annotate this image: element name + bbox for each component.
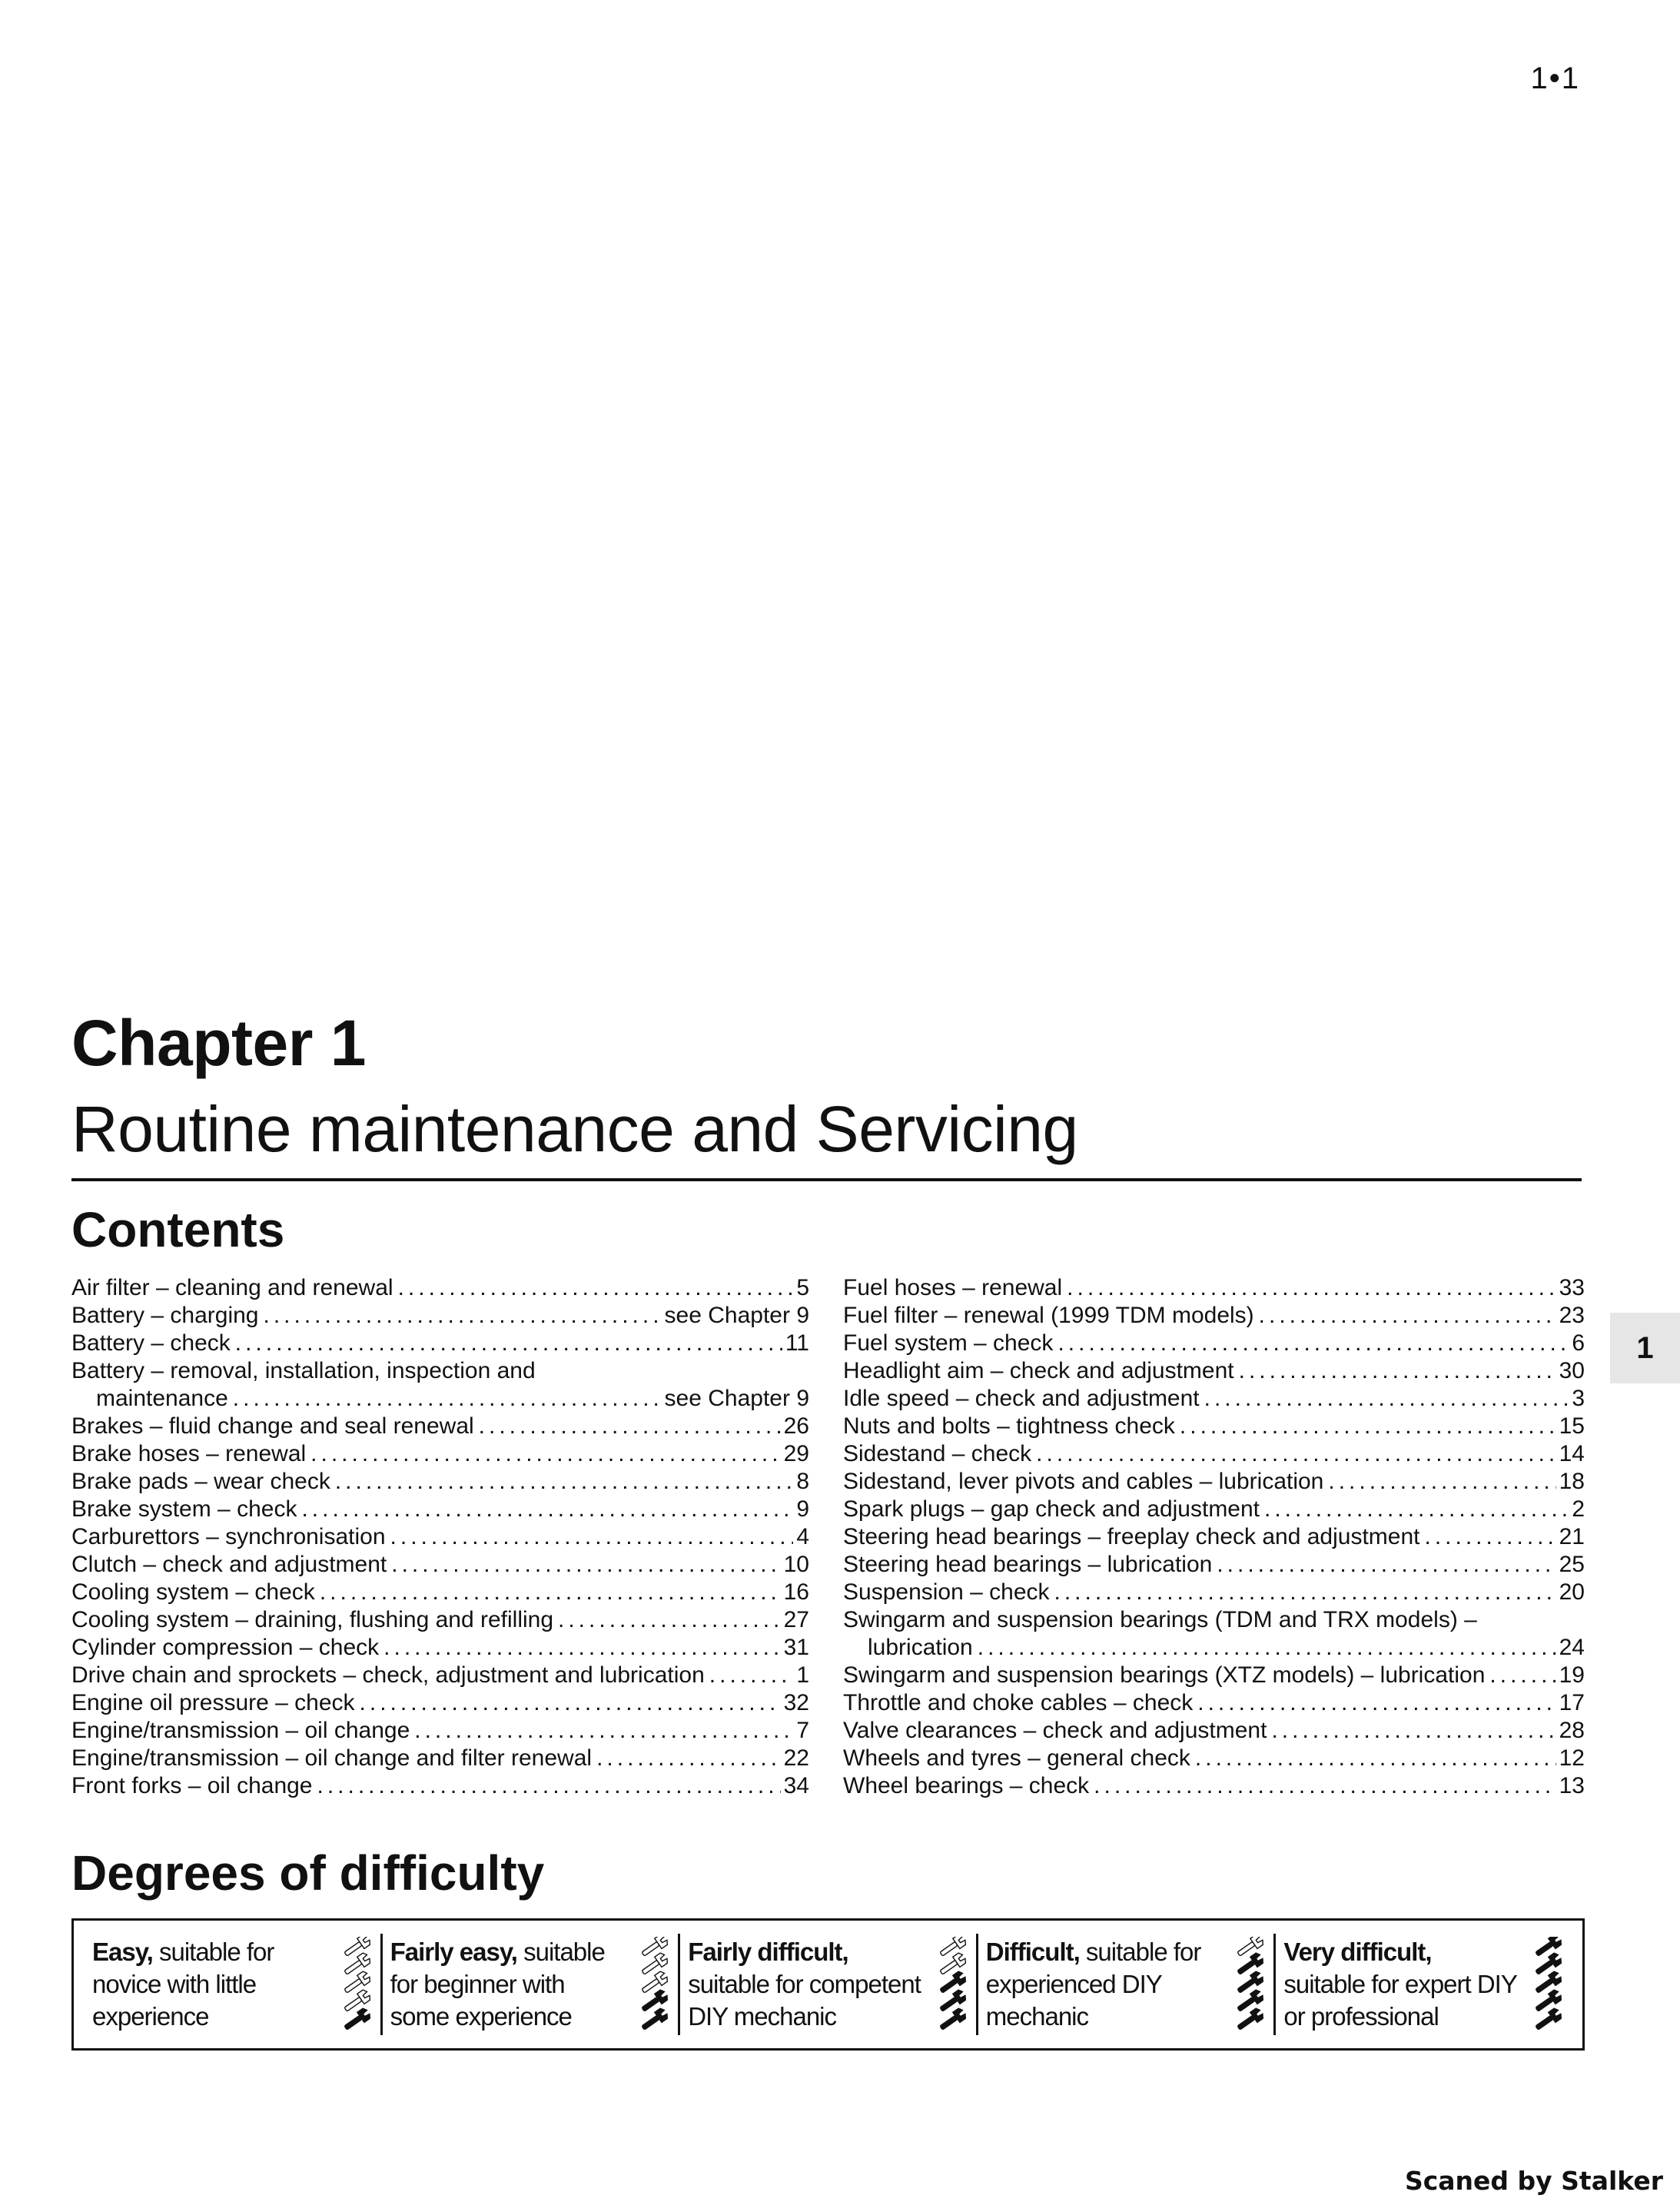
toc-entry-title: Engine/transmission – oil change	[71, 1718, 410, 1743]
toc-entry-page: 6	[1572, 1330, 1585, 1356]
toc-entry-title: Battery – charging	[71, 1303, 259, 1328]
toc-entry-title: Wheels and tyres – general check	[843, 1745, 1190, 1771]
difficulty-level-name: Easy,	[92, 1938, 153, 1966]
toc-leader-dots	[978, 1634, 1556, 1662]
difficulty-description	[1283, 1936, 1529, 2033]
toc-entry	[843, 1745, 1585, 1772]
toc-entry-title: Carburettors – synchronisation	[71, 1524, 386, 1549]
toc-entry-page: 19	[1559, 1662, 1585, 1688]
spanner-rating-icon	[1230, 1937, 1266, 2032]
toc-entry-title: Steering head bearings – freeplay check and adjustment	[843, 1524, 1420, 1549]
toc-leader-dots	[1067, 1274, 1555, 1302]
toc-entry	[71, 1468, 809, 1496]
spanner-rating-icon	[933, 1937, 968, 2032]
toc-entry-title: Idle speed – check and adjustment	[843, 1386, 1200, 1411]
toc-entry-title: Fuel system – check	[843, 1330, 1054, 1356]
toc-entry-page: see Chapter 9	[664, 1386, 809, 1411]
toc-entry	[71, 1302, 809, 1330]
toc-leader-dots	[1264, 1496, 1569, 1523]
toc-entry	[71, 1634, 809, 1662]
toc-entry	[71, 1413, 809, 1440]
toc-leader-dots	[1271, 1717, 1555, 1745]
difficulty-level	[678, 1934, 976, 2035]
difficulty-line: suitable for	[152, 1938, 274, 1966]
toc-entry	[71, 1772, 809, 1800]
difficulty-line: suitable	[516, 1938, 605, 1966]
toc-entry-title: Swingarm and suspension bearings (XTZ models) – lubrication	[843, 1662, 1486, 1688]
toc-entry	[71, 1662, 809, 1689]
toc-leader-dots	[390, 1523, 794, 1551]
toc-left-column	[71, 1274, 809, 1800]
difficulty-line: some experience	[390, 2002, 572, 2031]
toc-leader-dots	[1239, 1357, 1556, 1385]
toc-leader-dots	[335, 1468, 793, 1496]
toc-leader-dots	[398, 1274, 794, 1302]
toc-entry-page: 32	[783, 1690, 809, 1715]
toc-entry-page: 12	[1559, 1745, 1585, 1771]
toc-leader-dots	[263, 1302, 661, 1330]
toc-leader-dots	[235, 1330, 782, 1357]
difficulty-legend	[71, 1918, 1585, 2051]
toc-entry-title: Front forks – oil change	[71, 1773, 313, 1798]
difficulty-level-name: Fairly easy,	[390, 1938, 517, 1966]
toc-entry	[71, 1523, 809, 1551]
toc-leader-dots	[1054, 1579, 1556, 1606]
toc-entry-page: 21	[1559, 1524, 1585, 1549]
difficulty-line: novice with little	[92, 1970, 257, 1998]
toc-entry-title: Sidestand, lever pivots and cables – lubrication	[843, 1469, 1324, 1494]
toc-entry-title: Brake hoses – renewal	[71, 1441, 307, 1466]
toc-entry	[843, 1440, 1585, 1468]
difficulty-line: suitable for	[1079, 1938, 1201, 1966]
difficulty-line: suitable for competent	[688, 1970, 921, 1998]
toc-entry	[71, 1274, 809, 1302]
difficulty-line: for beginner with	[390, 1970, 565, 1998]
toc-entry-title: Headlight aim – check and adjustment	[843, 1358, 1234, 1383]
toc-entry-page: 15	[1559, 1413, 1585, 1439]
toc-entry	[843, 1385, 1585, 1413]
toc-entry-page: 33	[1559, 1275, 1585, 1300]
toc-leader-dots	[1036, 1440, 1555, 1468]
spanner-rating-icon	[635, 1937, 670, 2032]
toc-leader-dots	[1057, 1330, 1569, 1357]
toc-leader-dots	[558, 1606, 781, 1634]
difficulty-level	[1273, 1934, 1572, 2035]
toc-entry-page: 7	[796, 1718, 809, 1743]
toc-entry-page: 5	[796, 1275, 809, 1300]
toc-leader-dots	[360, 1689, 781, 1717]
toc-entry-title: Wheel bearings – check	[843, 1773, 1090, 1798]
chapter-label: Chapter 1	[71, 1007, 366, 1079]
toc-entry	[843, 1634, 1585, 1662]
toc-entry-title: Nuts and bolts – tightness check	[843, 1413, 1175, 1439]
toc-leader-dots	[233, 1385, 662, 1413]
difficulty-level-name: Difficult,	[985, 1938, 1080, 1966]
toc-entry-page: 14	[1559, 1441, 1585, 1466]
toc-entry	[71, 1745, 809, 1772]
toc-entry-page: 4	[796, 1524, 809, 1549]
spanner-rating-icon	[337, 1937, 373, 2032]
toc-entry-title: Engine/transmission – oil change and filter renewal	[71, 1745, 593, 1771]
difficulty-level-name: Fairly difficult,	[688, 1938, 848, 1966]
toc-entry-page: 23	[1559, 1303, 1585, 1328]
difficulty-description	[390, 1936, 636, 2033]
toc-entry-title: Cooling system – check	[71, 1579, 315, 1605]
toc-entry-title: Brake system – check	[71, 1496, 297, 1522]
toc-entry-page: 1	[796, 1662, 809, 1688]
toc-entry-title: lubrication	[868, 1635, 973, 1660]
toc-entry	[843, 1413, 1585, 1440]
toc-entry	[71, 1357, 809, 1385]
toc-leader-dots	[320, 1579, 781, 1606]
toc-entry	[843, 1302, 1585, 1330]
difficulty-description	[92, 1936, 337, 2033]
toc-entry-title: Brake pads – wear check	[71, 1469, 330, 1494]
toc-entry-page: 28	[1559, 1718, 1585, 1743]
toc-entry-title: Sidestand – check	[843, 1441, 1032, 1466]
toc-entry-title: Engine oil pressure – check	[71, 1690, 355, 1715]
difficulty-line: experienced DIY	[985, 1970, 1162, 1998]
toc-entry-page: 17	[1559, 1690, 1585, 1715]
toc-right-column	[843, 1274, 1585, 1800]
toc-entry-title: Cylinder compression – check	[71, 1635, 380, 1660]
chapter-tab: 1	[1610, 1313, 1680, 1383]
scanned-by-credit: Scaned by Stalker	[1404, 2166, 1663, 2196]
toc-leader-dots	[1204, 1385, 1569, 1413]
toc-entry-page: 18	[1559, 1469, 1585, 1494]
toc-entry-page: 29	[783, 1441, 809, 1466]
toc-entry-page: 20	[1559, 1579, 1585, 1605]
toc-entry-title: Brakes – fluid change and seal renewal	[71, 1413, 474, 1439]
contents-heading: Contents	[71, 1202, 285, 1257]
toc-entry-page: 9	[796, 1496, 809, 1522]
toc-entry-page: 26	[783, 1413, 809, 1439]
toc-entry	[843, 1551, 1585, 1579]
toc-entry-title: maintenance	[96, 1386, 228, 1411]
toc-entry-page: 34	[783, 1773, 809, 1798]
chapter-rule	[71, 1178, 1582, 1181]
toc-entry-page: 31	[783, 1635, 809, 1660]
toc-entry-title: Spark plugs – gap check and adjustment	[843, 1496, 1260, 1522]
toc-entry	[71, 1330, 809, 1357]
toc-leader-dots	[479, 1413, 781, 1440]
difficulty-line: or professional	[1283, 2002, 1439, 2031]
toc-leader-dots	[1094, 1772, 1555, 1800]
toc-entry	[843, 1523, 1585, 1551]
toc-entry-title: Battery – check	[71, 1330, 231, 1356]
toc-entry-page: 13	[1559, 1773, 1585, 1798]
spanner-rating-icon	[1529, 1937, 1564, 2032]
toc-entry	[843, 1689, 1585, 1717]
toc-entry-page: 3	[1572, 1386, 1585, 1411]
toc-entry-page: see Chapter 9	[664, 1303, 809, 1328]
toc-entry-page: 8	[796, 1469, 809, 1494]
toc-entry-page: 27	[783, 1607, 809, 1632]
toc-entry-title: Suspension – check	[843, 1579, 1050, 1605]
toc-entry	[843, 1274, 1585, 1302]
chapter-title: Routine maintenance and Servicing	[71, 1093, 1078, 1165]
toc-entry-title: Swingarm and suspension bearings (TDM and TRX models) –	[843, 1607, 1477, 1632]
toc-entry	[843, 1496, 1585, 1523]
toc-leader-dots	[1259, 1302, 1556, 1330]
toc-entry	[71, 1496, 809, 1523]
toc-entry	[71, 1606, 809, 1634]
toc-entry-title: Valve clearances – check and adjustment	[843, 1718, 1267, 1743]
toc-entry-page: 2	[1572, 1496, 1585, 1522]
toc-leader-dots	[1195, 1745, 1556, 1772]
toc-entry-title: Cooling system – draining, flushing and refilling	[71, 1607, 554, 1632]
toc-leader-dots	[1217, 1551, 1555, 1579]
difficulty-level	[85, 1934, 380, 2035]
toc-leader-dots	[1180, 1413, 1556, 1440]
toc-entry	[843, 1772, 1585, 1800]
toc-leader-dots	[709, 1662, 794, 1689]
difficulty-heading: Degrees of difficulty	[71, 1845, 545, 1901]
toc-entry	[843, 1717, 1585, 1745]
toc-entry-title: Air filter – cleaning and renewal	[71, 1275, 393, 1300]
toc-entry-page: 24	[1559, 1635, 1585, 1660]
toc-leader-dots	[383, 1634, 780, 1662]
difficulty-description	[986, 1936, 1231, 2033]
toc-entry-page: 22	[783, 1745, 809, 1771]
toc-entry-title: Throttle and choke cables – check	[843, 1690, 1194, 1715]
difficulty-description	[688, 1936, 933, 2033]
toc-entry-title: Drive chain and sprockets – check, adjustment and lubrication	[71, 1662, 705, 1688]
difficulty-level-name: Very difficult,	[1283, 1938, 1432, 1966]
toc-leader-dots	[310, 1440, 780, 1468]
toc-entry-title: Fuel hoses – renewal	[843, 1275, 1063, 1300]
toc-entry	[843, 1357, 1585, 1385]
difficulty-line: suitable for expert DIY	[1283, 1970, 1517, 1998]
toc-entry	[843, 1606, 1585, 1634]
toc-leader-dots	[596, 1745, 781, 1772]
toc-entry	[71, 1551, 809, 1579]
toc-entry	[71, 1385, 809, 1413]
toc-leader-dots	[317, 1772, 781, 1800]
toc-entry-page: 25	[1559, 1552, 1585, 1577]
toc-entry	[71, 1717, 809, 1745]
toc-entry	[71, 1689, 809, 1717]
toc-entry	[71, 1579, 809, 1606]
toc-leader-dots	[414, 1717, 793, 1745]
toc-entry-page: 30	[1559, 1358, 1585, 1383]
difficulty-line: mechanic	[985, 2002, 1089, 2031]
toc-entry	[843, 1662, 1585, 1689]
toc-entry-title: Clutch – check and adjustment	[71, 1552, 387, 1577]
toc-entry	[843, 1468, 1585, 1496]
toc-entry-page: 10	[783, 1552, 809, 1577]
toc-entry-title: Battery – removal, installation, inspection and	[71, 1358, 536, 1383]
toc-leader-dots	[1328, 1468, 1555, 1496]
toc-leader-dots	[391, 1551, 780, 1579]
chapter-header	[71, 1007, 1582, 1181]
toc-leader-dots	[1424, 1523, 1555, 1551]
toc-entry-page: 16	[783, 1579, 809, 1605]
difficulty-line: experience	[92, 2002, 209, 2031]
toc-entry	[843, 1330, 1585, 1357]
toc-entry	[71, 1440, 809, 1468]
toc-entry-page: 11	[785, 1330, 809, 1356]
toc-leader-dots	[301, 1496, 793, 1523]
difficulty-level	[976, 1934, 1274, 2035]
toc-leader-dots	[1489, 1662, 1555, 1689]
toc-entry	[843, 1579, 1585, 1606]
page-number: 1•1	[1530, 61, 1580, 95]
difficulty-level	[380, 1934, 679, 2035]
toc-leader-dots	[1197, 1689, 1555, 1717]
toc-entry-title: Fuel filter – renewal (1999 TDM models)	[843, 1303, 1254, 1328]
difficulty-line: DIY mechanic	[688, 2002, 837, 2031]
toc-entry-title: Steering head bearings – lubrication	[843, 1552, 1213, 1577]
